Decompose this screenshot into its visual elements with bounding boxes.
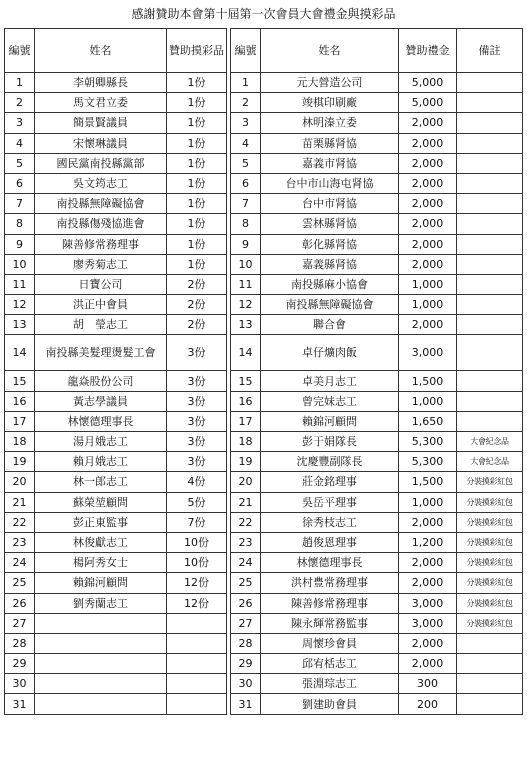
cell-name: 南投縣無障礙協會 (35, 194, 167, 214)
cell-amount: 2,000 (399, 512, 457, 532)
cell-number: 14 (5, 335, 35, 371)
cell-name: 邱宥栝志工 (261, 654, 399, 674)
cell-number: 8 (5, 214, 35, 234)
cell-name: 胡 瑩志工 (35, 315, 167, 335)
cell-number: 15 (5, 371, 35, 391)
table-row (5, 694, 227, 714)
cell-amount: 1,650 (399, 411, 457, 431)
cell-name (35, 633, 167, 653)
cell-remark (457, 391, 523, 411)
table-row (5, 194, 227, 214)
table-row (5, 613, 227, 633)
table-row (5, 274, 227, 294)
cell-amount: 2,000 (399, 573, 457, 593)
cell-name: 洪村豊常務理事 (261, 573, 399, 593)
cell-amount: 2,000 (399, 654, 457, 674)
cell-remark: 分裝摸彩紅包 (457, 593, 523, 613)
cell-number: 13 (5, 315, 35, 335)
table-row (5, 335, 227, 371)
cell-gift: 2份 (167, 315, 227, 335)
cell-remark (457, 73, 523, 93)
cell-amount: 2,000 (399, 214, 457, 234)
cell-amount: 1,500 (399, 371, 457, 391)
cell-name: 劉秀蘭志工 (35, 593, 167, 613)
cell-number: 30 (231, 674, 261, 694)
cell-remark (457, 133, 523, 153)
cell-number: 31 (231, 694, 261, 714)
cell-name (35, 613, 167, 633)
cell-gift (167, 674, 227, 694)
money-table-header (231, 29, 523, 73)
cell-number: 27 (231, 613, 261, 633)
cell-amount: 1,000 (399, 295, 457, 315)
cell-name: 南投縣麻小協會 (261, 274, 399, 294)
cell-gift: 1份 (167, 133, 227, 153)
cell-gift: 1份 (167, 214, 227, 234)
cell-gift: 5份 (167, 492, 227, 512)
table-row (231, 593, 523, 613)
cell-amount: 5,300 (399, 432, 457, 452)
cell-number: 9 (231, 234, 261, 254)
cell-name: 竣棋印刷廠 (261, 93, 399, 113)
cell-remark (457, 295, 523, 315)
cell-number: 4 (231, 133, 261, 153)
table-row (5, 654, 227, 674)
cell-number: 2 (5, 93, 35, 113)
table-row (231, 153, 523, 173)
cell-remark: 分裝摸彩紅包 (457, 613, 523, 633)
cell-name: 李朝卿縣長 (35, 73, 167, 93)
table-row (231, 411, 523, 431)
table-row (5, 573, 227, 593)
cell-number: 23 (231, 532, 261, 552)
cell-remark (457, 315, 523, 335)
cell-number: 5 (231, 153, 261, 173)
cell-name: 黃志學議員 (35, 391, 167, 411)
table-row (5, 553, 227, 573)
cell-number: 3 (5, 113, 35, 133)
cell-name: 徐秀枝志工 (261, 512, 399, 532)
table-row (5, 93, 227, 113)
cell-gift: 1份 (167, 113, 227, 133)
cell-gift: 1份 (167, 73, 227, 93)
table-row (5, 633, 227, 653)
cell-gift: 12份 (167, 593, 227, 613)
table-row (5, 234, 227, 254)
cell-gift: 3份 (167, 335, 227, 371)
cell-gift: 3份 (167, 452, 227, 472)
cell-name: 洪正中會員 (35, 295, 167, 315)
cell-name: 卓仔爌肉飯 (261, 335, 399, 371)
cell-name (35, 654, 167, 674)
table-row (231, 295, 523, 315)
cell-number: 6 (231, 173, 261, 193)
cell-name: 楊阿秀女士 (35, 553, 167, 573)
cell-gift: 1份 (167, 194, 227, 214)
cell-gift (167, 654, 227, 674)
table-row (231, 452, 523, 472)
table-row (231, 133, 523, 153)
cell-number: 5 (5, 153, 35, 173)
cell-amount: 300 (399, 674, 457, 694)
cell-name: 陳善修常務理事 (261, 593, 399, 613)
cell-gift: 3份 (167, 371, 227, 391)
header-number: 編號 (231, 29, 261, 73)
table-row (5, 113, 227, 133)
table-row (231, 335, 523, 371)
cell-number: 11 (5, 274, 35, 294)
table-row (231, 512, 523, 532)
header-amount: 贊助禮金 (399, 29, 457, 73)
header-gift: 贊助摸彩品 (167, 29, 227, 73)
cell-gift: 2份 (167, 274, 227, 294)
cell-name: 林俊獻志工 (35, 532, 167, 552)
cell-name: 嘉義縣肾協 (261, 254, 399, 274)
document-title: 感謝贊助本會第十屆第一次會員大會禮金與摸彩品 (131, 7, 396, 21)
cell-number: 20 (231, 472, 261, 492)
cell-gift: 1份 (167, 173, 227, 193)
table-row (231, 553, 523, 573)
cell-remark: 分裝摸彩紅包 (457, 532, 523, 552)
table-row (5, 173, 227, 193)
cell-number: 2 (231, 93, 261, 113)
table-row (5, 315, 227, 335)
cell-name: 台中市山海屯肾協 (261, 173, 399, 193)
cell-number: 12 (231, 295, 261, 315)
cell-name: 國民黨南投縣黨部 (35, 153, 167, 173)
cell-number: 18 (231, 432, 261, 452)
cell-name: 廖秀菊志工 (35, 254, 167, 274)
cell-gift: 7份 (167, 512, 227, 532)
cell-number: 16 (231, 391, 261, 411)
header-remark: 備註 (457, 29, 523, 73)
cell-number: 1 (231, 73, 261, 93)
table-row (231, 113, 523, 133)
cell-amount: 2,000 (399, 133, 457, 153)
table-row (231, 654, 523, 674)
cell-number: 19 (5, 452, 35, 472)
cell-number: 13 (231, 315, 261, 335)
table-row (5, 153, 227, 173)
cell-remark: 大會紀念品 (457, 432, 523, 452)
cell-number: 18 (5, 432, 35, 452)
cell-remark (457, 674, 523, 694)
cell-name: 嘉義市肾協 (261, 153, 399, 173)
cell-remark (457, 234, 523, 254)
cell-name: 林懷德理事長 (35, 411, 167, 431)
table-row (231, 214, 523, 234)
cell-name: 張淵琮志工 (261, 674, 399, 694)
cell-amount: 2,000 (399, 254, 457, 274)
cell-number: 14 (231, 335, 261, 371)
cell-gift: 1份 (167, 254, 227, 274)
cell-number: 24 (5, 553, 35, 573)
cell-name: 蘇榮堃顧問 (35, 492, 167, 512)
cell-gift (167, 694, 227, 714)
cell-name: 賴月娥志工 (35, 452, 167, 472)
cell-number: 6 (5, 173, 35, 193)
cell-remark (457, 694, 523, 714)
cell-amount: 2,000 (399, 173, 457, 193)
cell-remark (457, 335, 523, 371)
gift-donation-table (4, 28, 227, 715)
table-row (5, 391, 227, 411)
cell-amount: 5,000 (399, 73, 457, 93)
cell-amount: 3,000 (399, 593, 457, 613)
cell-number: 12 (5, 295, 35, 315)
header-number: 編號 (5, 29, 35, 73)
cell-number: 31 (5, 694, 35, 714)
cell-number: 19 (231, 452, 261, 472)
table-row (231, 274, 523, 294)
cell-name: 元大營造公司 (261, 73, 399, 93)
table-row (5, 254, 227, 274)
cell-name: 林一郎志工 (35, 472, 167, 492)
cell-gift: 1份 (167, 93, 227, 113)
cell-number: 10 (231, 254, 261, 274)
cell-number: 27 (5, 613, 35, 633)
cell-number: 29 (231, 654, 261, 674)
table-row (231, 472, 523, 492)
cell-remark: 分裝摸彩紅包 (457, 492, 523, 512)
cell-number: 28 (231, 633, 261, 653)
cell-name: 陳永輝常務監事 (261, 613, 399, 633)
cell-name: 日寶公司 (35, 274, 167, 294)
cell-name: 聯合會 (261, 315, 399, 335)
table-row (5, 371, 227, 391)
cell-name: 宋懷琳議員 (35, 133, 167, 153)
table-row (231, 613, 523, 633)
cell-gift: 3份 (167, 432, 227, 452)
table-row (231, 315, 523, 335)
table-row (231, 234, 523, 254)
cell-number: 22 (231, 512, 261, 532)
cell-name: 吳岳平理事 (261, 492, 399, 512)
cell-number: 7 (5, 194, 35, 214)
cell-number: 16 (5, 391, 35, 411)
table-row (231, 674, 523, 694)
cell-gift: 1份 (167, 234, 227, 254)
cell-amount: 1,000 (399, 492, 457, 512)
cell-number: 22 (5, 512, 35, 532)
cell-amount: 2,000 (399, 315, 457, 335)
cell-gift: 3份 (167, 411, 227, 431)
cell-name: 周懷珍會員 (261, 633, 399, 653)
cell-number: 3 (231, 113, 261, 133)
cell-number: 28 (5, 633, 35, 653)
cell-number: 26 (5, 593, 35, 613)
cell-name: 湯月娥志工 (35, 432, 167, 452)
table-row (231, 194, 523, 214)
header-name: 姓名 (261, 29, 399, 73)
cell-name (35, 674, 167, 694)
cell-gift (167, 633, 227, 653)
cell-number: 21 (5, 492, 35, 512)
cell-number: 23 (5, 532, 35, 552)
table-row (5, 214, 227, 234)
table-row (231, 371, 523, 391)
cell-remark: 分裝摸彩紅包 (457, 553, 523, 573)
cell-name: 趙俊恩理事 (261, 532, 399, 552)
table-row (5, 411, 227, 431)
table-row (231, 573, 523, 593)
header-name: 姓名 (35, 29, 167, 73)
cell-name: 賴錦河顧問 (261, 411, 399, 431)
cell-amount: 3,000 (399, 613, 457, 633)
cell-name: 彭于娟隊長 (261, 432, 399, 452)
cell-name: 馬文君立委 (35, 93, 167, 113)
cell-number: 17 (231, 411, 261, 431)
cell-name: 林明溱立委 (261, 113, 399, 133)
cell-name: 林懷德理事長 (261, 553, 399, 573)
cell-remark (457, 654, 523, 674)
table-row (231, 93, 523, 113)
cell-name (35, 694, 167, 714)
table-row (5, 674, 227, 694)
cell-number: 25 (5, 573, 35, 593)
cell-amount: 1,000 (399, 391, 457, 411)
table-row (5, 73, 227, 93)
cell-name: 台中市肾協 (261, 194, 399, 214)
cell-name: 曾完妹志工 (261, 391, 399, 411)
cell-amount: 2,000 (399, 194, 457, 214)
cell-gift: 1份 (167, 153, 227, 173)
cell-gift: 12份 (167, 573, 227, 593)
cell-remark (457, 194, 523, 214)
table-row (231, 492, 523, 512)
table-row (231, 173, 523, 193)
cell-name: 卓美月志工 (261, 371, 399, 391)
cell-number: 8 (231, 214, 261, 234)
cell-amount: 1,000 (399, 274, 457, 294)
cell-amount: 5,000 (399, 93, 457, 113)
cell-remark: 分裝摸彩紅包 (457, 512, 523, 532)
cell-number: 1 (5, 73, 35, 93)
table-row (5, 512, 227, 532)
table-row (5, 432, 227, 452)
cell-name: 簡景賢議員 (35, 113, 167, 133)
cell-gift: 4份 (167, 472, 227, 492)
cell-amount: 200 (399, 694, 457, 714)
cell-amount: 2,000 (399, 113, 457, 133)
cell-name: 彰化縣肾協 (261, 234, 399, 254)
cell-remark (457, 214, 523, 234)
cell-name: 劉建助會員 (261, 694, 399, 714)
cell-remark: 分裝摸彩紅包 (457, 573, 523, 593)
cell-name: 莊金銘理事 (261, 472, 399, 492)
cell-amount: 2,000 (399, 153, 457, 173)
cell-name: 雲林縣肾協 (261, 214, 399, 234)
cell-number: 4 (5, 133, 35, 153)
cell-amount: 1,500 (399, 472, 457, 492)
cell-number: 17 (5, 411, 35, 431)
table-row (231, 694, 523, 714)
cell-remark (457, 274, 523, 294)
cell-remark: 分裝摸彩紅包 (457, 472, 523, 492)
cell-remark (457, 633, 523, 653)
cell-amount: 2,000 (399, 553, 457, 573)
table-row (231, 254, 523, 274)
table-row (5, 452, 227, 472)
table-row (5, 492, 227, 512)
money-donation-table (230, 28, 523, 715)
cell-number: 30 (5, 674, 35, 694)
cell-amount: 2,000 (399, 633, 457, 653)
cell-name: 南投縣傷殘協進會 (35, 214, 167, 234)
cell-number: 7 (231, 194, 261, 214)
cell-name: 龍焱股份公司 (35, 371, 167, 391)
cell-name: 賴錦河顧問 (35, 573, 167, 593)
cell-gift (167, 613, 227, 633)
cell-number: 21 (231, 492, 261, 512)
cell-number: 9 (5, 234, 35, 254)
cell-remark: 大會紀念品 (457, 452, 523, 472)
cell-remark (457, 173, 523, 193)
cell-amount: 3,000 (399, 335, 457, 371)
cell-gift: 3份 (167, 391, 227, 411)
cell-remark (457, 371, 523, 391)
cell-name: 彭正東監事 (35, 512, 167, 532)
cell-number: 10 (5, 254, 35, 274)
cell-name: 南投縣無障礙協會 (261, 295, 399, 315)
cell-number: 11 (231, 274, 261, 294)
cell-remark (457, 254, 523, 274)
cell-number: 15 (231, 371, 261, 391)
cell-remark (457, 411, 523, 431)
cell-name: 陳善修常務理事 (35, 234, 167, 254)
cell-amount: 5,300 (399, 452, 457, 472)
cell-number: 29 (5, 654, 35, 674)
table-row (5, 295, 227, 315)
cell-name: 南投縣美髮理燙髮工會 (35, 335, 167, 371)
table-row (5, 593, 227, 613)
cell-number: 24 (231, 553, 261, 573)
cell-name: 吳文筠志工 (35, 173, 167, 193)
table-row (5, 532, 227, 552)
cell-number: 25 (231, 573, 261, 593)
cell-number: 20 (5, 472, 35, 492)
cell-name: 沈慶豐副隊長 (261, 452, 399, 472)
cell-remark (457, 153, 523, 173)
table-row (231, 633, 523, 653)
table-row (231, 432, 523, 452)
table-row (5, 472, 227, 492)
cell-gift: 10份 (167, 553, 227, 573)
table-row (231, 532, 523, 552)
gift-table-header (5, 29, 227, 73)
cell-gift: 10份 (167, 532, 227, 552)
cell-number: 26 (231, 593, 261, 613)
cell-gift: 2份 (167, 295, 227, 315)
cell-name: 苗栗縣肾協 (261, 133, 399, 153)
cell-remark (457, 93, 523, 113)
table-row (231, 391, 523, 411)
table-row (231, 73, 523, 93)
cell-amount: 2,000 (399, 234, 457, 254)
cell-amount: 1,200 (399, 532, 457, 552)
table-row (5, 133, 227, 153)
cell-remark (457, 113, 523, 133)
